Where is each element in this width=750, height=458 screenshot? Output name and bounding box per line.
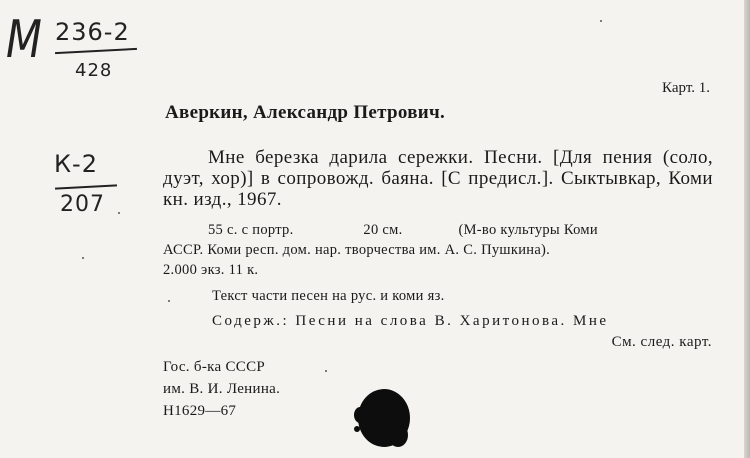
imprint-line-1 xyxy=(163,220,715,240)
language-note: Текст части песен на рус. и коми яз. xyxy=(212,288,445,304)
imprint-line-3: 2.000 экз. 11 к. xyxy=(163,262,259,278)
library-stamp xyxy=(163,356,280,422)
shelfmark-1-divider xyxy=(55,48,137,54)
ink-blot xyxy=(352,385,414,451)
library-line-1: Гос. б-ка СССР xyxy=(163,359,266,375)
shelfmark-1-top: 236-2 xyxy=(55,18,130,46)
imprint-block xyxy=(163,220,715,280)
shelfmark-1-bottom: 428 xyxy=(75,60,113,81)
shelfmark-2-bottom: 207 xyxy=(60,192,105,217)
library-line-3: Н1629—67 xyxy=(163,403,237,419)
imprint-line-2: АССР. Коми респ. дом. нар. творчества им. А. С. Пушкина). xyxy=(163,242,551,258)
ink-speck xyxy=(600,20,602,22)
ink-speck xyxy=(118,212,120,214)
author-heading: Аверкин, Александр Петрович. xyxy=(165,102,446,123)
shelfmark-2-top: К-2 xyxy=(54,150,98,178)
dimensions: 20 см. xyxy=(363,222,403,238)
library-line-2: им. В. И. Ленина. xyxy=(163,381,281,397)
pagination: 55 с. с портр. xyxy=(208,222,294,238)
ink-speck xyxy=(325,370,327,372)
card-number: Карт. 1. xyxy=(662,80,710,96)
card-edge-shadow xyxy=(744,0,750,458)
contents-note: Содерж.: Песни на слова В. Харитонова. Мне xyxy=(212,313,609,329)
ink-speck xyxy=(82,257,84,259)
title-description: Мне березка дарила сережки. Песни. [Для пения (соло, дуэт, хор)] в сопровожд. баяна. [С предисл.]. Сыктывкар, Коми кн. изд., 1967. xyxy=(163,147,713,210)
series-statement: (М-во культуры Коми xyxy=(458,222,598,238)
handwritten-stamp-letter: М xyxy=(6,10,43,70)
shelfmark-2-divider xyxy=(55,184,117,189)
ink-speck xyxy=(168,300,170,302)
see-next-card: См. след. карт. xyxy=(611,334,712,350)
